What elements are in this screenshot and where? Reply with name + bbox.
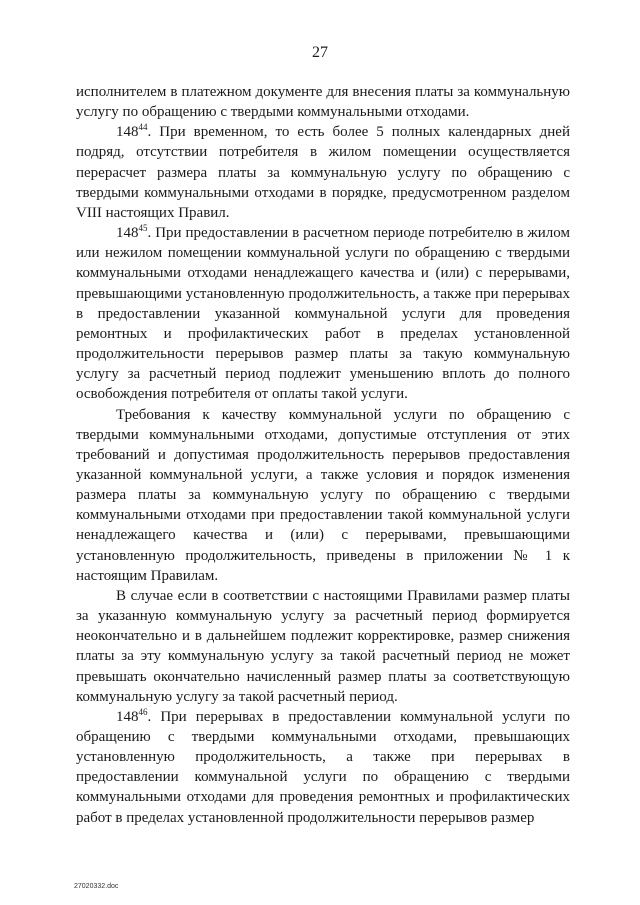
paragraph-text: При временном, то есть более 5 полных календарных дней подряд, отсутствии потребителя в жилом помещении осуществляется перерасчет размера платы за коммунальную услугу по обращению с твердыми коммунальными отходами в порядке, предусмотренном разделом VIII настоящих Правил. bbox=[76, 124, 570, 221]
paragraph-text: При перерывах в предоставлении коммунальной услуги по обращению с твердыми коммунальными отходами, превышающих установленную продолжительность, а также при перерывах в предоставлении коммунальной услуги по обращению с твердыми коммунальными отходами для проведения ремонтных и профилактических работ в пределах установленной продолжительности перерывов размер bbox=[76, 708, 570, 826]
paragraph-continuation bbox=[76, 82, 570, 122]
paragraph-number-superscript: 44 bbox=[138, 122, 148, 133]
document-filename: 27020332.doc bbox=[74, 883, 119, 890]
paragraph-number: $148^{44}$. bbox=[116, 122, 152, 141]
paragraph-number-superscript: 45 bbox=[138, 223, 148, 234]
paragraph-text: Требования к качеству коммунальной услуги по обращению с твердыми коммунальными отходами, допустимые отступления от этих требований и допустимая продолжительность перерывов предоставления указанной коммунальной услуги, а также условия и порядок изменения размера платы за коммунальную услугу по обращению с твердыми коммунальными отходами при предоставлении такой коммунальной услуги ненадлежащего качества и (или) с перерывами, превышающими установленную продолжительность, приведены в приложении № 1 к настоящим Правилам. bbox=[76, 406, 570, 584]
paragraph-text: При предоставлении в расчетном периоде потребителю в жилом или нежилом помещении коммунальной услуги по обращению с твердыми коммунальными отходами ненадлежащего качества и (или) с перерывами, превышающими установленную продолжительность, а также при перерывах в предоставлении указанной коммунальной услуги для проведения ремонтных и профилактических работ в пределах установленной продолжительности перерывов размер платы за такую коммунальную услугу за расчетный период подлежит уменьшению вплоть до полного освобождения потребителя от оплаты такой услуги. bbox=[76, 225, 570, 403]
paragraph-nonfinal-payment bbox=[76, 586, 570, 707]
paragraph-148-44 bbox=[76, 122, 570, 223]
document-body bbox=[76, 82, 570, 828]
paragraph-148-45 bbox=[76, 223, 570, 404]
paragraph-text: исполнителем в платежном документе для внесения платы за коммунальную услугу по обращению с твердыми коммунальными отходами. bbox=[76, 84, 570, 121]
paragraph-quality-requirements bbox=[76, 405, 570, 586]
page-number: 27 bbox=[312, 44, 328, 61]
paragraph-text: В случае если в соответствии с настоящими Правилами размер платы за указанную коммунальную услугу за расчетный период формируется неокончательно и в дальнейшем подлежит корректировке, размер снижения платы за эту коммунальную услугу за такой расчетный период не может превышать окончательно начисленный размер платы за соответствующую коммунальную услугу за такой расчетный период. bbox=[76, 587, 570, 705]
paragraph-number-superscript: 46 bbox=[138, 706, 148, 717]
paragraph-number: $148^{45}$. bbox=[116, 223, 152, 242]
paragraph-148-46 bbox=[76, 707, 570, 828]
paragraph-number: $148^{46}$. bbox=[116, 706, 152, 725]
